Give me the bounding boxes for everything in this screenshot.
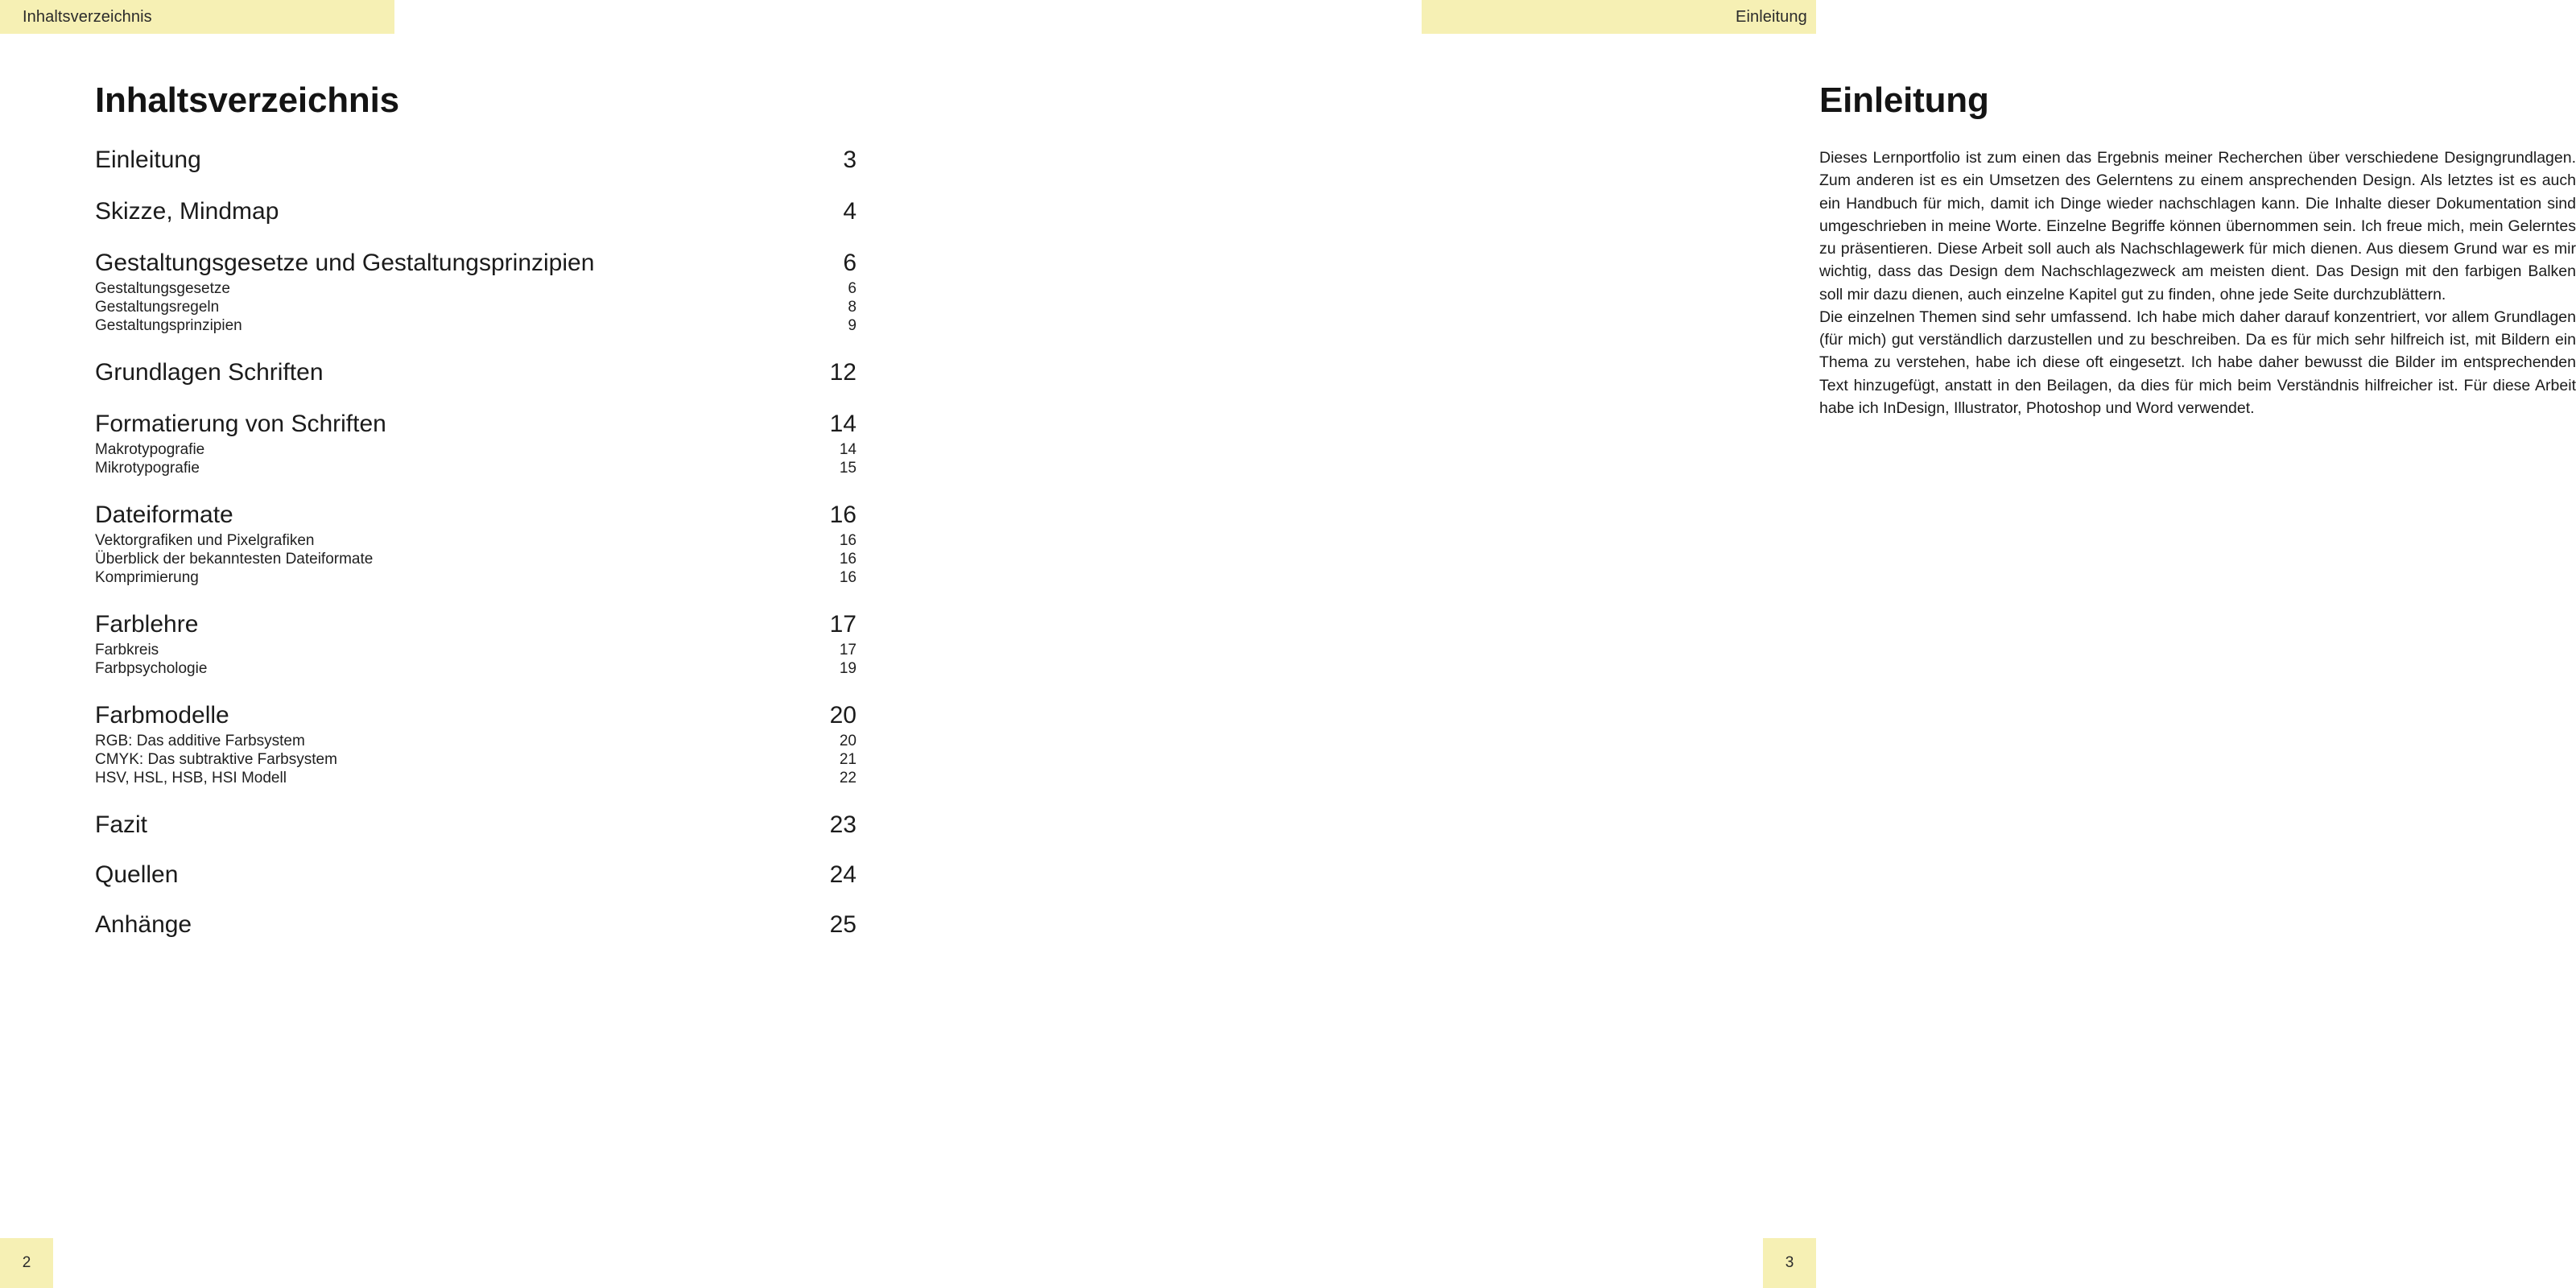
toc-subentry[interactable] bbox=[95, 642, 868, 659]
toc-entry-page-number: 6 bbox=[843, 250, 857, 276]
toc-entry[interactable] bbox=[95, 502, 868, 529]
toc-entry-page-number: 3 bbox=[843, 147, 857, 173]
intro-text bbox=[1819, 147, 2576, 419]
toc-subentry-label: Mikrotypografie bbox=[95, 460, 200, 477]
toc-subentry[interactable] bbox=[95, 317, 868, 335]
toc-subentry[interactable] bbox=[95, 770, 868, 787]
toc-entry-label: Skizze, Mindmap bbox=[95, 198, 279, 225]
table-of-contents bbox=[95, 147, 868, 939]
toc-subentry[interactable] bbox=[95, 532, 868, 550]
toc-entry-page-number: 25 bbox=[829, 911, 857, 938]
toc-entry[interactable] bbox=[95, 411, 868, 438]
toc-subentry-page-number: 6 bbox=[848, 280, 857, 297]
toc-group bbox=[95, 198, 868, 225]
toc-group bbox=[95, 611, 868, 678]
toc-subentry-page-number: 21 bbox=[839, 751, 857, 768]
toc-entry[interactable] bbox=[95, 359, 868, 386]
toc-subentry-label: Farbkreis bbox=[95, 642, 159, 658]
toc-subentry[interactable] bbox=[95, 441, 868, 459]
toc-subentry-label: Farbpsychologie bbox=[95, 660, 208, 677]
toc-group bbox=[95, 702, 868, 787]
intro-paragraph: Die einzelnen Themen sind sehr umfassend. Ich habe mich daher darauf konzentriert, vor allem Grundlagen (für mich) gut verständlich darzustellen und zu beschreiben. Da es für mich sehr hilfreich ist, mit Bildern ein Thema zu verstehen, habe ich diese oft eingesetzt. Ich habe daher bewusst die Bilder im entsprechenden Text hinzugefügt, anstatt in den Beilagen, da dies für mich beim Verständnis hilfreicher ist. Für diese Arbeit habe ich InDesign, Illustrator, Photoshop und Word verwendet. bbox=[1819, 308, 2576, 417]
left-page bbox=[0, 0, 868, 1288]
toc-entry-page-number: 20 bbox=[829, 702, 857, 729]
toc-subentry-page-number: 22 bbox=[839, 770, 857, 786]
toc-subentry[interactable] bbox=[95, 280, 868, 298]
toc-subentry[interactable] bbox=[95, 751, 868, 769]
toc-entry[interactable] bbox=[95, 198, 868, 225]
toc-entry-label: Formatierung von Schriften bbox=[95, 411, 386, 437]
toc-entry-label: Farbmodelle bbox=[95, 702, 229, 729]
toc-subentry[interactable] bbox=[95, 733, 868, 750]
toc-group bbox=[95, 411, 868, 477]
toc-subentry-label: Gestaltungsgesetze bbox=[95, 280, 230, 297]
toc-group bbox=[95, 811, 868, 839]
toc-subentry-page-number: 20 bbox=[839, 733, 857, 749]
toc-entry-page-number: 14 bbox=[829, 411, 857, 437]
toc-entry[interactable] bbox=[95, 147, 868, 174]
toc-group bbox=[95, 502, 868, 587]
toc-subentry-page-number: 16 bbox=[839, 569, 857, 586]
toc-group bbox=[95, 147, 868, 174]
toc-entry-page-number: 4 bbox=[843, 198, 857, 225]
toc-subentry-label: Gestaltungsprinzipien bbox=[95, 317, 242, 334]
folio-left bbox=[0, 1238, 53, 1288]
toc-subentry-page-number: 14 bbox=[839, 441, 857, 458]
toc-entry-label: Dateiformate bbox=[95, 502, 233, 528]
toc-subentry-page-number: 15 bbox=[839, 460, 857, 477]
toc-entry[interactable] bbox=[95, 702, 868, 729]
toc-subentry-page-number: 16 bbox=[839, 532, 857, 549]
toc-entry[interactable] bbox=[95, 861, 868, 889]
toc-group bbox=[95, 861, 868, 889]
toc-subentry-label: Gestaltungsregeln bbox=[95, 299, 220, 316]
toc-entry[interactable] bbox=[95, 250, 868, 277]
toc-entry[interactable] bbox=[95, 611, 868, 638]
toc-entry-page-number: 17 bbox=[829, 611, 857, 638]
toc-subentry[interactable] bbox=[95, 460, 868, 477]
toc-subentry-label: CMYK: Das subtraktive Farbsystem bbox=[95, 751, 337, 768]
toc-subentry-label: Makrotypografie bbox=[95, 441, 205, 458]
toc-subentry[interactable] bbox=[95, 551, 868, 568]
folio-right bbox=[1763, 1238, 1816, 1288]
toc-entry-page-number: 23 bbox=[829, 811, 857, 838]
toc-subentry-page-number: 16 bbox=[839, 551, 857, 568]
toc-subentry-page-number: 19 bbox=[839, 660, 857, 677]
toc-group bbox=[95, 911, 868, 939]
toc-subentry[interactable] bbox=[95, 569, 868, 587]
toc-entry-label: Farblehre bbox=[95, 611, 199, 638]
toc-subentry-label: RGB: Das additive Farbsystem bbox=[95, 733, 305, 749]
running-header-right-label: Einleitung bbox=[1736, 7, 1807, 26]
toc-entry-label: Einleitung bbox=[95, 147, 201, 173]
toc-subentry-page-number: 9 bbox=[848, 317, 857, 334]
intro-paragraph: Dieses Lernportfolio ist zum einen das Ergebnis meiner Recherchen über verschiedene Designgrundlagen. Zum anderen ist es ein Umsetzen des Gelerntens zu einem ansprechenden Design. Als letztes ist es auch ein Handbuch für mich, damit ich Dinge wieder nachschlagen kann. Die Inhalte dieser Dokumentation sind umgeschrieben in meine Worte. Einzelne Begriffe können übernommen sein. Ich freue mich, mein Gelerntes zu präsentieren. Diese Arbeit soll auch als Nachschlagewerk für mich dienen. Aus diesem Grund war es mir wichtig, dass das Design dem Nachschlagezweck am meisten dient. Das Design mit den farbigen Balken soll mir dazu dienen, auch einzelne Kapitel gut zu finden, ohne jede Seite durchzublättern. bbox=[1819, 149, 2576, 303]
folio-right-number: 3 bbox=[1785, 1254, 1794, 1271]
toc-subentry-label: Vektorgrafiken und Pixelgrafiken bbox=[95, 532, 315, 549]
right-page: Einleitung Dieses Lernportfolio ist zum einen das Ergebnis meiner Recherchen über verschiedene Designgrundlagen. Zum anderen ist es ein Umsetzen des Gelerntens zu einem ansprechenden Design. Als letztes ist es auch ein Handbuch für mich, damit ich Dinge wieder nachschlagen kann. Die Inhalte dieser Dokumentation sind umgeschrieben in meine Worte. Einzelne Begriffe können übernommen sein. Ich freue mich, mein Gelerntes zu präsentieren. Diese Arbeit soll auch als Nachschlagewerk für mich dienen. Aus diesem Grund war es mir wichtig, dass das Design dem Nachschlagezweck am meisten dient. Das Design mit den farbigen Balken soll mir dazu dienen, auch einzelne Kapitel gut zu finden, ohne jede Seite durchzublättern. Die einzelnen Themen sind sehr umfassend. Ich habe mich daher darauf konzentriert, vor allem Grundlagen (für mich) gut verständlich darzustellen und zu beschreiben. Da es für mich sehr hilfreich ist, mit Bildern ein Thema zu verstehen, habe ich diese oft eingesetzt. Ich habe daher bewusst die Bilder im entsprechenden Text hinzugefügt, anstatt in den Beilagen, da dies für mich beim Verständnis hilfreicher ist. Für diese Arbeit habe ich InDesign, Illustrator, Photoshop und Word verwendet. bbox=[868, 0, 1819, 1288]
toc-subentry[interactable] bbox=[95, 660, 868, 678]
toc-subentry-label: HSV, HSL, HSB, HSI Modell bbox=[95, 770, 287, 786]
running-header-left-label: Inhaltsverzeichnis bbox=[23, 7, 152, 26]
toc-subentry-page-number: 17 bbox=[839, 642, 857, 658]
page-title-toc: Inhaltsverzeichnis bbox=[95, 80, 399, 120]
toc-entry-label: Quellen bbox=[95, 861, 179, 888]
toc-entry-page-number: 16 bbox=[829, 502, 857, 528]
folio-left-number: 2 bbox=[22, 1254, 31, 1271]
toc-entry-page-number: 24 bbox=[829, 861, 857, 888]
toc-group bbox=[95, 250, 868, 335]
toc-group bbox=[95, 359, 868, 386]
toc-subentry[interactable] bbox=[95, 299, 868, 316]
toc-entry[interactable] bbox=[95, 911, 868, 939]
toc-entry-label: Grundlagen Schriften bbox=[95, 359, 324, 386]
toc-entry-label: Fazit bbox=[95, 811, 148, 838]
toc-subentry-page-number: 8 bbox=[848, 299, 857, 316]
toc-subentry-label: Überblick der bekanntesten Dateiformate bbox=[95, 551, 374, 568]
toc-entry-page-number: 12 bbox=[829, 359, 857, 386]
toc-subentry-label: Komprimierung bbox=[95, 569, 199, 586]
toc-entry[interactable] bbox=[95, 811, 868, 839]
toc-entry-label: Gestaltungsgesetze und Gestaltungsprinzipien bbox=[95, 250, 595, 276]
toc-entry-label: Anhänge bbox=[95, 911, 192, 938]
